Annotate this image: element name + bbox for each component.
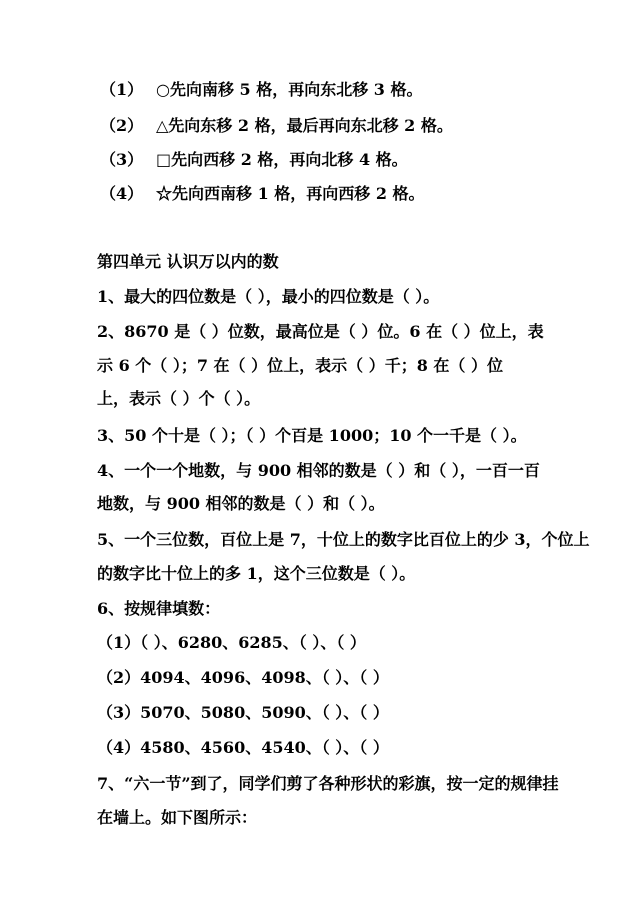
question-2-line-3: 上，表示（ ）个（ ）。 bbox=[97, 389, 261, 408]
question-3: 3、50 个十是（ ）；（ ）个百是 1000；10 个一千是（ ）。 bbox=[97, 426, 527, 445]
question-6-item-4: （4）4580、4560、4540、（ ）、（ ） bbox=[97, 738, 389, 757]
question-5-line-2: 的数字比十位上的多 1，这个三位数是（ ）。 bbox=[97, 564, 416, 583]
question-7-line-2: 在墙上。如下图所示： bbox=[97, 808, 258, 827]
question-5-line-1: 5、一个三位数，百位上是 7，十位上的数字比百位上的少 3，个位上 bbox=[97, 530, 590, 549]
move-text: ☆先向西南移 1 格，再向西移 2 格。 bbox=[156, 184, 425, 203]
unit-title: 第四单元 认识万以内的数 bbox=[97, 252, 279, 271]
question-2-line-1: 2、8670 是（ ）位数，最高位是（ ）位。6 在（ ）位上，表 bbox=[97, 322, 544, 341]
move-text: ○先向南移 5 格，再向东北移 3 格。 bbox=[156, 80, 423, 99]
move-text: △先向东移 2 格，最后再向东北移 2 格。 bbox=[156, 116, 453, 135]
question-6-item-3: （3）5070、5080、5090、（ ）、（ ） bbox=[97, 703, 389, 722]
move-label: （3） bbox=[100, 150, 144, 169]
question-6-item-1: （1）（ ）、6280、6285、（ ）、（ ） bbox=[97, 633, 366, 652]
question-7-line-1: 7、“六一节”到了，同学们剪了各种形状的彩旗，按一定的规律挂 bbox=[97, 774, 559, 793]
question-6-item-2: （2）4094、4096、4098、（ ）、（ ） bbox=[97, 668, 389, 687]
move-text: □先向西移 2 格，再向北移 4 格。 bbox=[156, 150, 408, 169]
move-label: （4） bbox=[100, 184, 144, 203]
move-label: （1） bbox=[100, 80, 144, 99]
question-6: 6、按规律填数： bbox=[97, 599, 221, 618]
question-4-line-1: 4、一个一个地数，与 900 相邻的数是（ ）和（ ），一百一百 bbox=[97, 461, 540, 480]
question-2-line-2: 示 6 个（ ）；7 在（ ）位上，表示（ ）千；8 在（ ）位 bbox=[97, 356, 503, 375]
question-1: 1、最大的四位数是（ ），最小的四位数是（ ）。 bbox=[97, 287, 440, 306]
move-label: （2） bbox=[100, 116, 144, 135]
question-4-line-2: 地数，与 900 相邻的数是（ ）和（ ）。 bbox=[97, 494, 385, 513]
